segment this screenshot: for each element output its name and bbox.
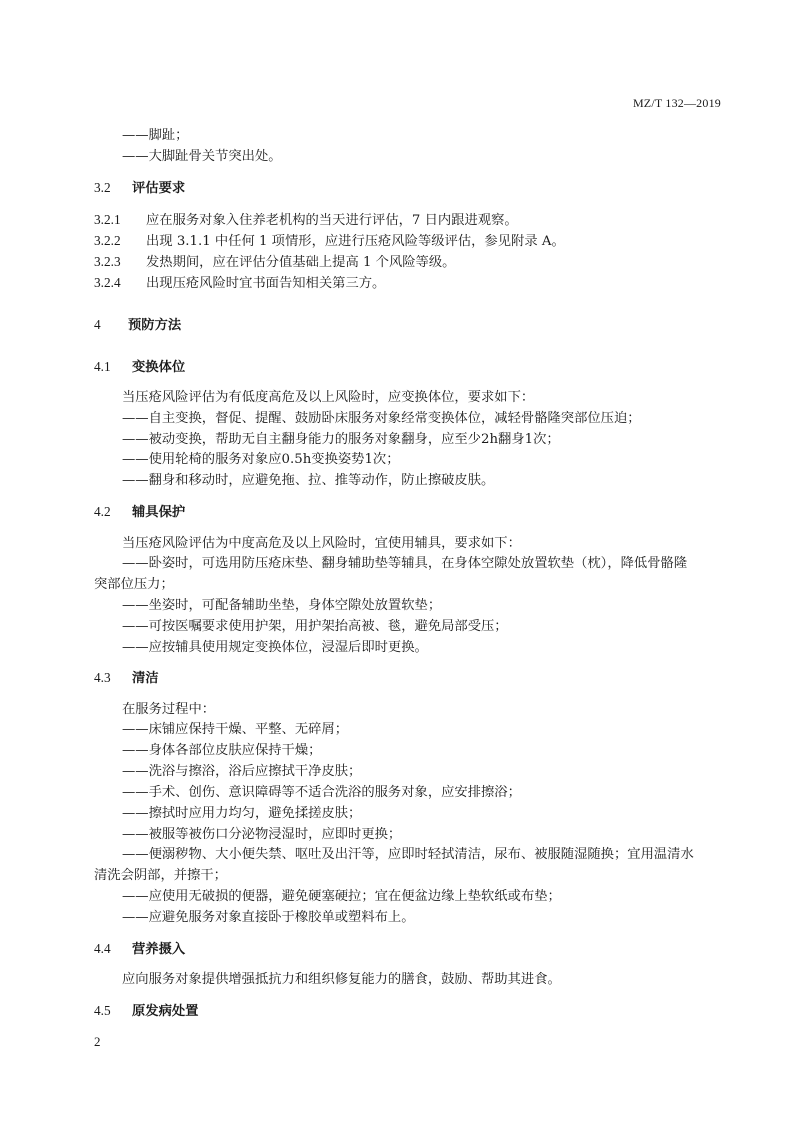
chapter-number: 4	[94, 317, 101, 332]
paragraph: 应向服务对象提供增强抵抗力和组织修复能力的膳食，鼓励、帮助其进食。	[122, 972, 561, 987]
clause-number: 3.2.2	[94, 233, 121, 248]
section-number: 4.2	[94, 504, 111, 519]
paragraph: 当压疮风险评估为有低度高危及以上风险时，应变换体位，要求如下：	[122, 390, 535, 405]
section-heading-4-2	[94, 502, 185, 523]
list-item: ——被服等被伤口分泌物浸湿时，应即时更换；	[122, 827, 402, 842]
list-item: ——自主变换，督促、提醒、鼓励卧床服务对象经常变换体位，减轻骨骼隆突部位压迫；	[122, 411, 641, 426]
section-number: 3.2	[94, 180, 111, 195]
list-item: ——洗浴与擦浴，浴后应擦拭干净皮肤；	[122, 764, 362, 779]
section-heading-4-4	[94, 939, 185, 960]
list-item: ——可按医嘱要求使用护架，用护架抬高被、毯，避免局部受压；	[122, 619, 508, 634]
clause-text: 出现 3.1.1 中任何 1 项情形，应进行压疮风险等级评估，参见附录 A。	[146, 234, 565, 249]
section-heading-4-5	[94, 1001, 198, 1022]
clause-3-2-4	[94, 273, 385, 294]
clause-number: 3.2.1	[94, 212, 121, 227]
list-item: ——应按辅具使用规定变换体位，浸湿后即时更换。	[122, 640, 428, 655]
chapter-title: 预防方法	[128, 318, 182, 333]
chapter-heading-4	[94, 315, 181, 336]
page-number: 2	[94, 1034, 101, 1049]
section-title: 评估要求	[132, 181, 186, 196]
section-title: 清洁	[132, 671, 159, 686]
section-heading-4-3	[94, 668, 159, 689]
clause-text: 发热期间，应在评估分值基础上提高 1 个风险等级。	[146, 255, 456, 270]
list-item: ——手术、创伤、意识障碍等不适合洗浴的服务对象，应安排擦浴；	[122, 785, 521, 800]
clause-text: 出现压疮风险时宜书面告知相关第三方。	[146, 276, 386, 291]
section-number: 4.3	[94, 670, 111, 685]
list-item: ——大脚趾骨关节突出处。	[122, 149, 282, 164]
list-item: ——应使用无破损的便器，避免硬塞硬拉；宜在便盆边缘上垫软纸或布垫；	[122, 889, 561, 904]
clause-number: 3.2.4	[94, 275, 121, 290]
clause-3-2-1	[94, 210, 518, 231]
list-item-continued: 清洗会阴部，并擦干；	[94, 868, 227, 883]
section-number: 4.4	[94, 941, 111, 956]
clause-3-2-3	[94, 252, 455, 273]
clause-3-2-2	[94, 231, 565, 252]
list-item: ——使用轮椅的服务对象应0.5h变换姿势1次；	[122, 452, 400, 467]
list-item: ——便溺秽物、大小便失禁、呕吐及出汗等，应即时轻拭清洁，尿布、被服随湿随换；宜用温清水	[122, 847, 694, 862]
section-title: 原发病处置	[132, 1004, 199, 1019]
list-item: ——脚趾；	[122, 128, 189, 143]
list-item: ——卧姿时，可选用防压疮床垫、翻身辅助垫等辅具，在身体空隙处放置软垫（枕），降低骨骼隆	[122, 556, 688, 571]
list-item: ——擦拭时应用力均匀，避免揉搓皮肤；	[122, 806, 362, 821]
standard-code: MZ/T 132—2019	[632, 96, 721, 110]
clause-text: 应在服务对象入住养老机构的当天进行评估，7 日内跟进观察。	[146, 213, 518, 228]
section-title: 辅具保护	[132, 505, 186, 520]
list-item: ——床铺应保持干燥、平整、无碎屑；	[122, 722, 349, 737]
clause-number: 3.2.3	[94, 254, 121, 269]
section-number: 4.5	[94, 1003, 111, 1018]
list-item: ——身体各部位皮肤应保持干燥；	[122, 743, 322, 758]
list-item: ——被动变换，帮助无自主翻身能力的服务对象翻身，应至少2h翻身1次；	[122, 432, 560, 447]
paragraph: 在服务过程中：	[122, 702, 216, 717]
list-item: ——坐姿时，可配备辅助坐垫，身体空隙处放置软垫；	[122, 598, 442, 613]
list-item-continued: 突部位压力；	[94, 577, 174, 592]
section-heading-3-2	[94, 178, 185, 199]
section-number: 4.1	[94, 359, 111, 374]
list-item: ——应避免服务对象直接卧于橡胶单或塑料布上。	[122, 910, 415, 925]
paragraph: 当压疮风险评估为中度高危及以上风险时，宜使用辅具，要求如下：	[122, 536, 521, 551]
list-item: ——翻身和移动时，应避免拖、拉、推等动作，防止擦破皮肤。	[122, 473, 495, 488]
section-title: 营养摄入	[132, 942, 186, 957]
section-heading-4-1	[94, 357, 185, 378]
section-title: 变换体位	[132, 360, 186, 375]
